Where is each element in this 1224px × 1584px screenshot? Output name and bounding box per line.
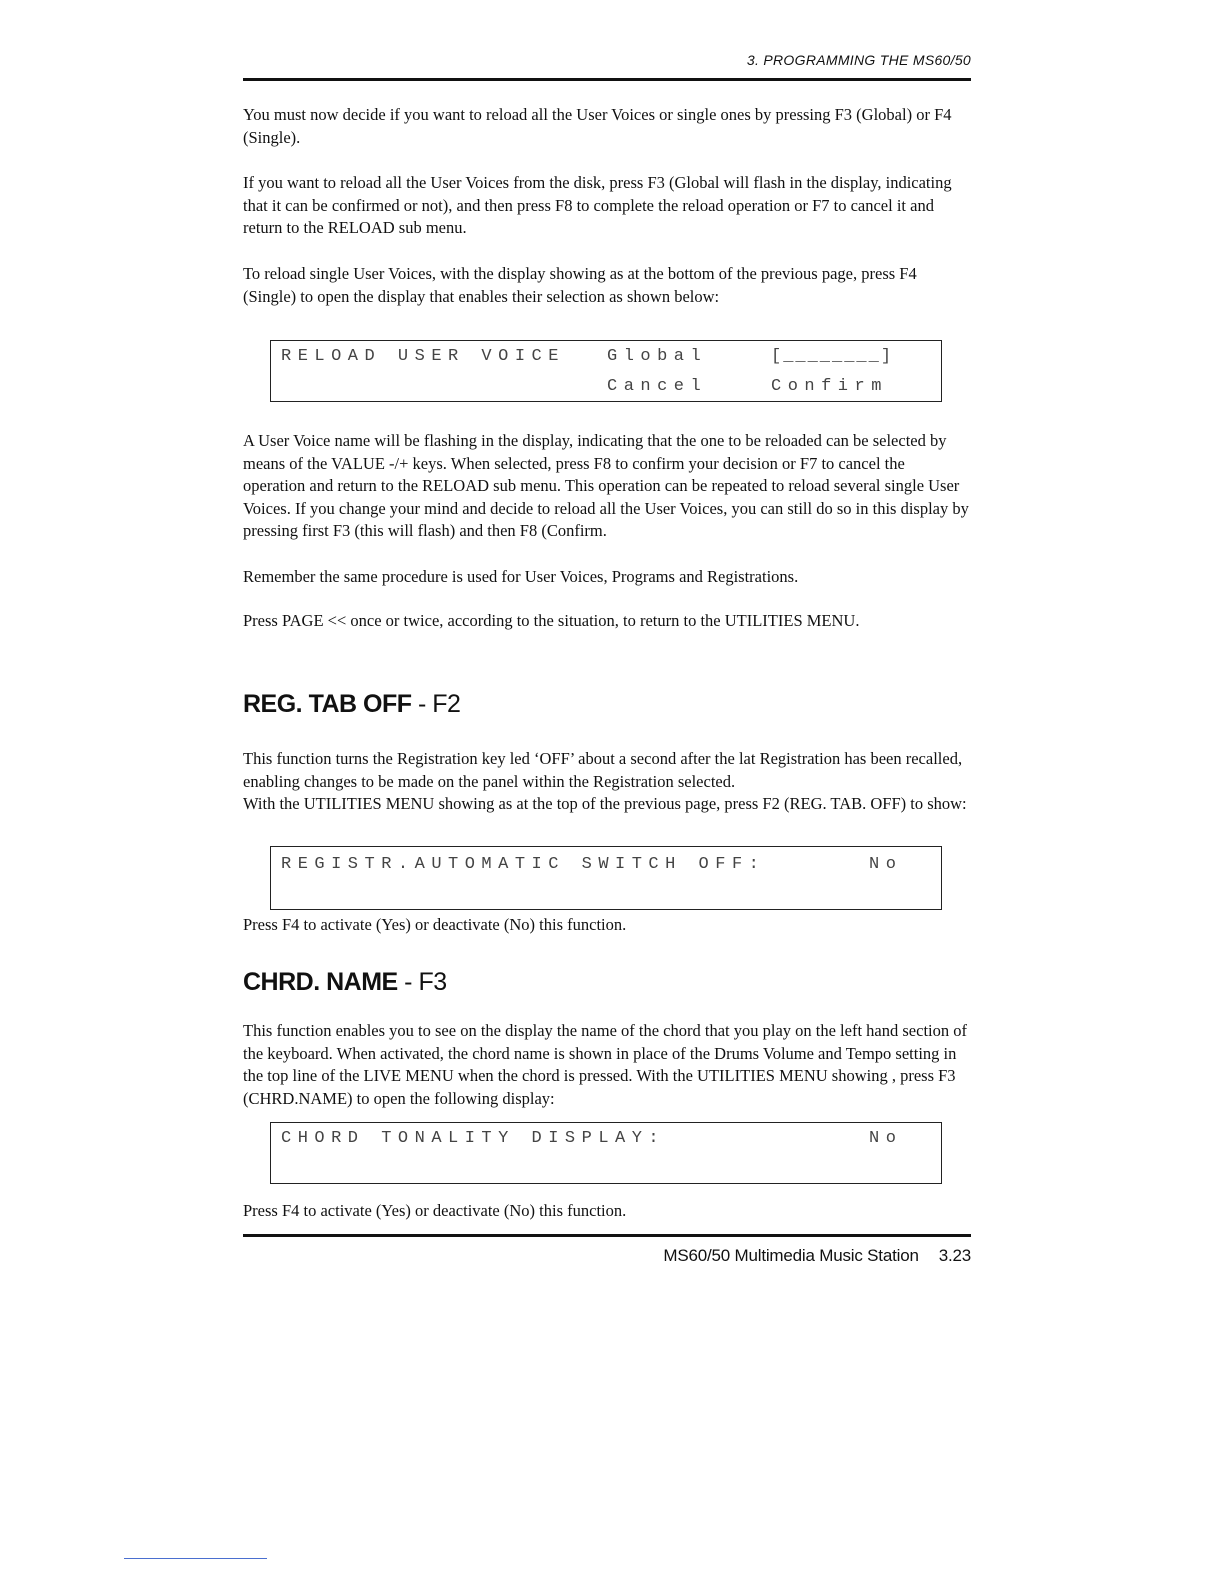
paragraph: To reload single User Voices, with the display showing as at the bottom of the previous page, press F4 (Single) to open the display that enables their selection as shown below:	[243, 264, 917, 306]
footer-rule	[243, 1234, 971, 1237]
paragraph: If you want to reload all the User Voices from the disk, press F3 (Global will flash in the display, indicating that it can be confirmed or not), and then press F8 to complete the reload operation or F7 to cancel it and return to the RELOAD sub menu.	[243, 173, 952, 237]
lcd-display-registr-switch	[270, 846, 942, 910]
paragraph: A User Voice name will be flashing in the display, indicating that the one to be reloaded can be selected by means of the VALUE -/+ keys. When selected, press F8 to confirm your decision or F7 to cancel the operation and return to the RELOAD sub menu. This operation can be repeated to reload several single User Voices. If you change your mind and decide to reload all the User Voices, you can still do so in this display by pressing first F3 (this will flash) and then F8 (Confirm.	[243, 431, 969, 540]
lcd-display-reload	[270, 340, 942, 402]
header-rule	[243, 78, 971, 81]
scan-artifact-line	[124, 1558, 267, 1559]
lcd-value: No	[869, 855, 903, 874]
section-heading-reg-tab-off	[243, 690, 460, 719]
footer-product: MS60/50 Multimedia Music Station	[663, 1246, 919, 1265]
section-heading-chrd-name	[243, 968, 447, 997]
paragraph: You must now decide if you want to reload all the User Voices or single ones by pressing F3 (Global) or F4 (Single).	[243, 105, 952, 147]
paragraph: This function turns the Registration key led ‘OFF’ about a second after the lat Registration has been recalled, enabling changes to be made on the panel within the Registration selected.	[243, 749, 963, 791]
lcd-global-option: Global	[607, 347, 708, 366]
paragraph: This function enables you to see on the display the name of the chord that you play on the left hand section of the keyboard. When activated, the chord name is shown in place of the Drums Volume and Tempo setting in the top line of the LIVE MENU when the chord is pressed. With the UTILITIES MENU showing , press F3 (CHRD.NAME) to open the following display:	[243, 1021, 967, 1108]
lcd-value: No	[869, 1129, 903, 1148]
running-header: 3. PROGRAMMING THE MS60/50	[746, 52, 971, 68]
lcd-label: REGISTR.AUTOMATIC SWITCH OFF:	[281, 855, 766, 874]
paragraph: Press PAGE << once or twice, according to the situation, to return to the UTILITIES MENU.	[243, 611, 860, 630]
lcd-voice-slot: [________]	[771, 347, 894, 366]
lcd-title: RELOAD USER VOICE	[281, 347, 565, 366]
lcd-display-chord-tonality	[270, 1122, 942, 1184]
section-fkey: - F3	[404, 968, 447, 996]
paragraph: With the UTILITIES MENU showing as at the top of the previous page, press F2 (REG. TAB. OFF) to show:	[243, 794, 967, 813]
lcd-confirm-option: Confirm	[771, 377, 888, 396]
section-fkey: - F2	[417, 690, 461, 718]
paragraph: Press F4 to activate (Yes) or deactivate (No) this function.	[243, 1201, 627, 1220]
paragraph: Remember the same procedure is used for User Voices, Programs and Registrations.	[243, 567, 799, 586]
lcd-label: CHORD TONALITY DISPLAY:	[281, 1129, 666, 1148]
section-title: REG. TAB OFF	[243, 690, 412, 718]
section-title: CHRD. NAME	[243, 968, 398, 996]
lcd-cancel-option: Cancel	[607, 377, 708, 396]
page-number: 3.23	[938, 1246, 971, 1265]
paragraph: Press F4 to activate (Yes) or deactivate (No) this function.	[243, 915, 627, 934]
page-footer	[243, 1246, 971, 1266]
